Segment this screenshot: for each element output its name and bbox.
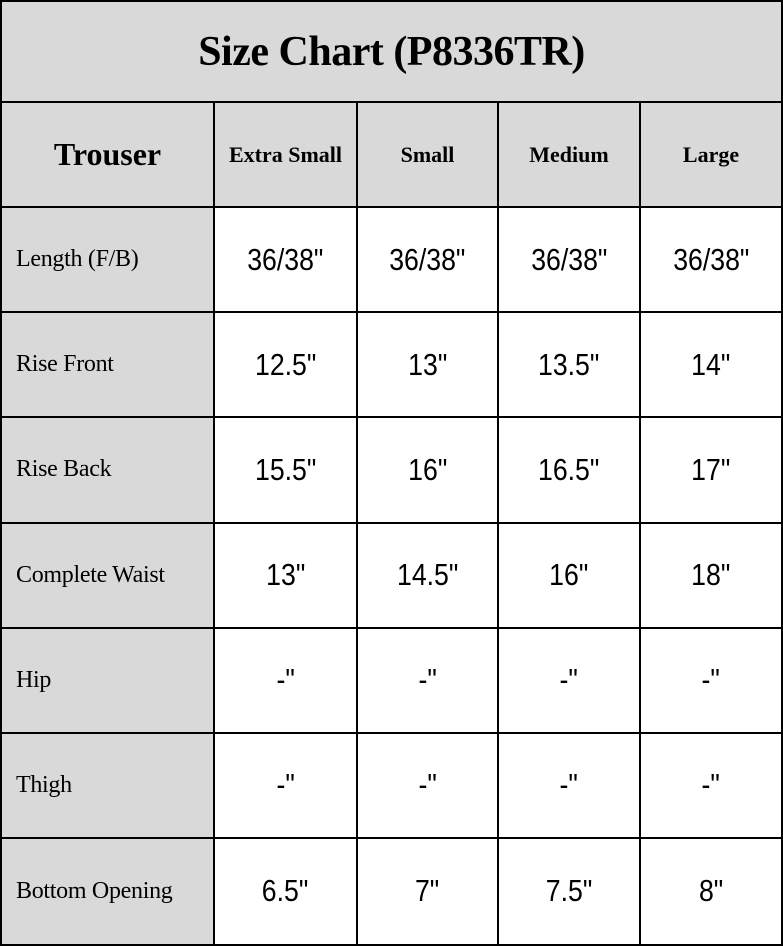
- size-value: 12.5": [254, 346, 317, 382]
- size-value: 36/38": [530, 241, 608, 277]
- value-cell: [358, 313, 499, 418]
- row-label-length: Length (F/B): [2, 208, 215, 313]
- value-cell: [358, 418, 499, 523]
- chart-title: Size Chart (P8336TR): [2, 2, 781, 103]
- size-value: 36/38": [247, 241, 324, 277]
- size-value: 17": [691, 451, 731, 487]
- size-value: 14.5": [396, 557, 459, 593]
- value-cell: [641, 839, 781, 944]
- value-cell: [499, 629, 641, 734]
- column-header-medium: Medium: [499, 103, 641, 208]
- value-cell: [499, 418, 641, 523]
- value-cell: [641, 208, 781, 313]
- column-header-large: Large: [641, 103, 781, 208]
- row-label-complete-waist: Complete Waist: [2, 524, 215, 629]
- value-cell: [499, 524, 641, 629]
- size-value: -": [418, 662, 437, 698]
- corner-header-trouser: Trouser: [2, 103, 215, 208]
- value-cell: [641, 734, 781, 839]
- size-value: -": [559, 767, 579, 803]
- value-cell: [358, 524, 499, 629]
- size-value: 13": [265, 557, 306, 593]
- row-label-thigh: Thigh: [2, 734, 215, 839]
- size-value: -": [701, 662, 721, 698]
- size-grid: [2, 103, 781, 944]
- value-cell: [358, 734, 499, 839]
- value-cell: [215, 208, 358, 313]
- size-value: 16": [407, 451, 448, 487]
- size-value: 7": [415, 873, 440, 909]
- value-cell: [499, 734, 641, 839]
- size-value: 7.5": [545, 873, 593, 909]
- value-cell: [499, 208, 641, 313]
- size-value: -": [701, 767, 721, 803]
- column-header-extra-small: Extra Small: [215, 103, 358, 208]
- value-cell: [358, 208, 499, 313]
- value-cell: [215, 629, 358, 734]
- row-label-rise-front: Rise Front: [2, 313, 215, 418]
- value-cell: [641, 418, 781, 523]
- row-label-bottom-opening: Bottom Opening: [2, 839, 215, 944]
- size-value: -": [418, 767, 437, 803]
- value-cell: [641, 313, 781, 418]
- value-cell: [215, 734, 358, 839]
- row-label-rise-back: Rise Back: [2, 418, 215, 523]
- size-value: 13": [407, 346, 448, 382]
- value-cell: [215, 839, 358, 944]
- size-value: 16": [549, 557, 589, 593]
- value-cell: [358, 839, 499, 944]
- value-cell: [215, 524, 358, 629]
- value-cell: [215, 418, 358, 523]
- size-value: -": [276, 662, 295, 698]
- size-value: 36/38": [672, 241, 750, 277]
- size-value: 36/38": [389, 241, 466, 277]
- value-cell: [215, 313, 358, 418]
- column-header-small: Small: [358, 103, 499, 208]
- size-value: 14": [691, 346, 731, 382]
- value-cell: [641, 524, 781, 629]
- size-value: 16.5": [538, 451, 600, 487]
- size-value: -": [276, 767, 295, 803]
- row-label-hip: Hip: [2, 629, 215, 734]
- size-value: 13.5": [538, 346, 600, 382]
- size-value: 15.5": [254, 451, 317, 487]
- value-cell: [499, 313, 641, 418]
- size-value: 18": [691, 557, 731, 593]
- value-cell: [641, 629, 781, 734]
- size-value: -": [559, 662, 579, 698]
- size-value: 8": [698, 873, 724, 909]
- value-cell: [499, 839, 641, 944]
- size-value: 6.5": [262, 873, 309, 909]
- value-cell: [358, 629, 499, 734]
